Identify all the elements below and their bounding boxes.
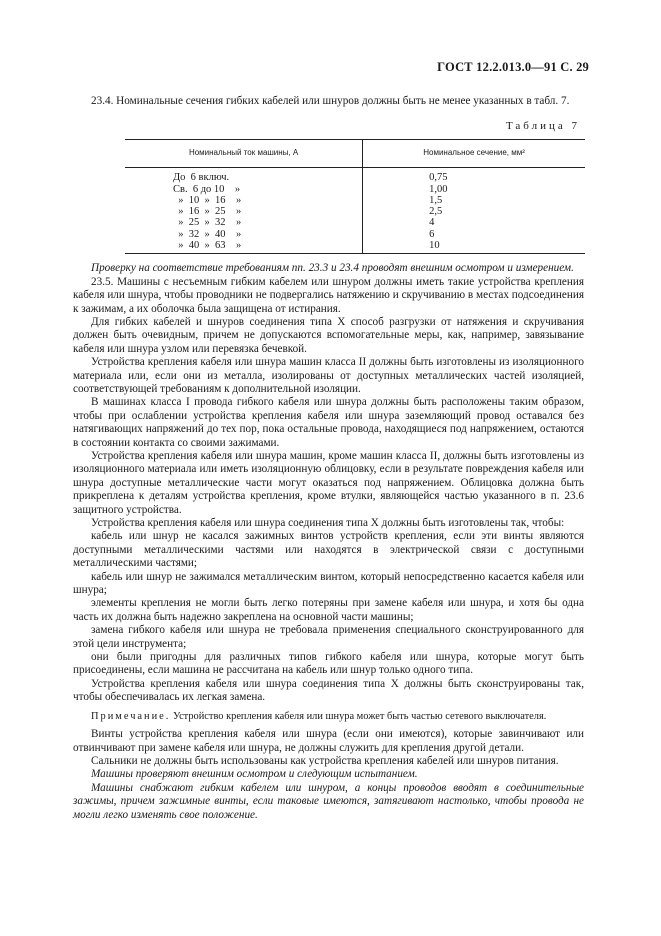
table-7-section-cell: 1,5 <box>429 194 443 206</box>
condition-item: кабель или шнур не касался зажимных винтов устройств крепления, если эти винты являются доступными металлическими частями или находятся в электрической связи с доступными металлическими частями; <box>73 530 584 570</box>
note <box>73 710 584 723</box>
paragraph-class-ii: Устройства крепления кабеля или шнура машин класса II должны быть изготовлены из изоляционного материала или, если они из металла, изолированы от доступных металлических частей изоляцией, соответствующей требованиям к дополнительной изоляции. <box>73 356 584 395</box>
clause-23-5: 23.5. Машины с несъемным гибким кабелем или шнуром должны иметь такие устройства крепления кабеля или шнура, чтобы проводники не подвергались натяжению и скручиванию в местах подсоединения к зажимам, а их оболочка была защищена от истирания. <box>73 275 584 315</box>
paragraph-insulating-lining: Устройства крепления кабеля или шнура машин, кроме машин класса II, должны быть изготовлены из изоляционного материала или иметь изоляционную облицовку, если в результате повреждения кабеля или шнура доступные металлические части могут оказаться под напряжением. Облицовка должна быть прикреплена к деталям устройства крепления, кроме втулки, являющейся частью указанного в п. 23.6 защитного устройства. <box>73 449 584 516</box>
table-7-sections <box>363 168 585 254</box>
note-label: Примечание. <box>91 710 171 722</box>
check-test-description: Машины снабжают гибким кабелем или шнуром, а концы проводов вводят в соединительные зажимы, причем зажимные винты, если таковые имеются, затягивают настолько, чтобы провода не могли легко изменять свое положение. <box>73 781 584 821</box>
paragraph-easy-replacement: Устройства крепления кабеля или шнура соединения типа X должны быть сконструированы так, чтобы обеспечивалась их легкая замена. <box>73 677 584 704</box>
paragraph-screws: Винты устройства крепления кабеля или шнура (если они имеются), которые завинчивают или отвинчивают при замене кабеля или шнура, не должны служить для крепления другой детали. <box>73 728 584 754</box>
table-7-section-cell: 1,00 <box>429 183 448 195</box>
paragraph-class-i: В машинах класса I провода гибкого кабеля или шнура должны быть расположены таким образом, чтобы при ослаблении устройства крепления кабеля или шнура заземляющий провод оставался без натягивающих напряжений до тех пор, пока остальные провода, находящиеся под напряжением, остаются в состоянии контакта со своими зажимами. <box>73 396 584 449</box>
page-header: ГОСТ 12.2.013.0—91 С. 29 <box>437 60 589 74</box>
condition-item: кабель или шнур не зажимался металлическим винтом, который непосредственно касается кабеля или шнура; <box>73 570 584 597</box>
table-7-current-cell: » 16 » 25 » <box>173 206 242 218</box>
table-7-current-cell: » 32 » 40 » <box>173 228 242 240</box>
paragraph-glands: Сальники не должны быть использованы как устройства крепления кабелей или шнуров питания. <box>91 754 559 767</box>
table-7-current-cell: До 6 включ. <box>173 172 230 184</box>
table-7-section-cell: 4 <box>429 217 435 229</box>
page-body <box>73 95 584 822</box>
condition-item: они были пригодны для различных типов гибкого кабеля или шнура, которые могут быть присоединены, если машина не рассчитана на кабель или шнур только одного типа. <box>73 651 584 677</box>
table-7-section-cell: 6 <box>429 228 435 240</box>
clause-23-4: 23.4. Номинальные сечения гибких кабелей или шнуров должны быть не менее указанных в табл. 7. <box>91 95 570 107</box>
table-7-header-current: Номинальный ток машины, А <box>125 139 363 167</box>
table-7-current-cell: Св. 6 до 10 » <box>173 183 241 195</box>
paragraph-type-x-strain: Для гибких кабелей и шнуров соединения типа X способ разгрузки от натяжения и скручивания должен быть очевидным, причем не допускаются вспомогательные меры, как, например, завязывание кабеля или шнура узлом или перевязка бечевкой. <box>73 315 584 355</box>
table-7 <box>125 139 585 254</box>
condition-item: замена гибкого кабеля или шнура не требовала применения специального сконструированного для этой цели инструмента; <box>73 624 584 650</box>
table-7-currents <box>125 168 363 254</box>
table-7-current-cell: » 10 » 16 » <box>173 194 242 206</box>
table-7-current-cell: » 25 » 32 » <box>173 217 242 229</box>
table-7-section-cell: 2,5 <box>429 206 443 218</box>
table-7-section-cell: 10 <box>429 240 440 251</box>
table-7-header-section: Номинальное сечение, мм² <box>363 139 585 167</box>
table-7-section-cell: 0,75 <box>429 172 448 184</box>
paragraph-type-x-requirements: Устройства крепления кабеля или шнура соединения типа X должны быть изготовлены так, чтобы: <box>91 517 565 530</box>
condition-item: элементы крепления не могли быть легко потеряны при замене кабеля или шнура, и хотя бы одна часть их должна быть надежно закреплена на основной части машины; <box>73 597 584 623</box>
note-text: Устройство крепления кабеля или шнура может быть частью сетевого выключателя. <box>170 710 547 722</box>
table-7-caption: Таблица 7 <box>505 120 580 133</box>
check-inspection: Машины проверяют внешним осмотром и следующим испытанием. <box>91 768 418 781</box>
check-23-3-23-4: Проверку на соответствие требованиям пп. 23.3 и 23.4 проводят внешним осмотром и измерением. <box>91 262 574 275</box>
table-7-current-cell: » 40 » 63 » <box>173 240 242 251</box>
